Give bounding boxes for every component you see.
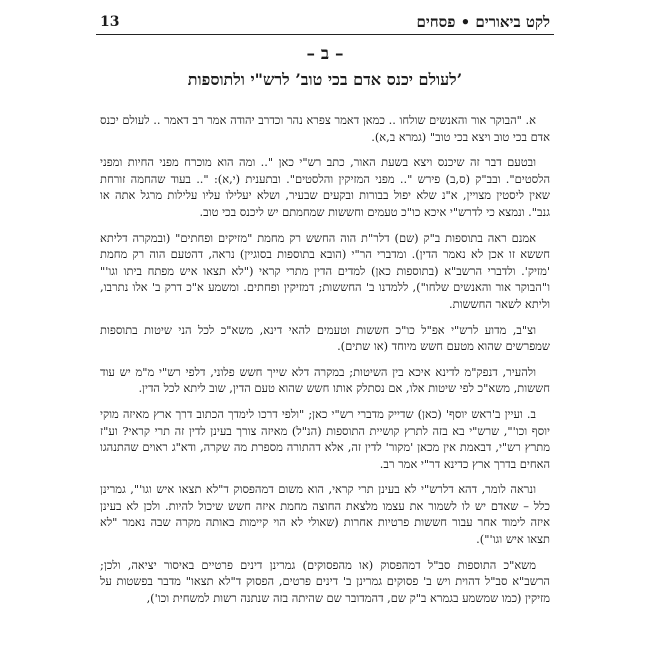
paragraph: א. "הבוקר אור והאנשים שולחו .. כמאן דאמר צפרא נהר וכדרב יהודה אמר רב דאמר .. לעולם יכנס אדם בכי טוב ויצא בכי טוב" (גמרא ב,א).: [100, 113, 550, 144]
paragraph: ובטעם דבר זה שיכנס ויצא בשעת האור, כתב רש"י כאן ".. ומה הוא מוכרח מפני החיות ומפני הלסטים". ובב"ק (ס,ב) פירש ".. מפני המזיקין והלסטים". ובתענית (י,א): ".. בעוד שהחמה זורחת שאין ליסטין מצויין, א"נ שלא יפול בבורות ובקעים שבעיר, ושלא יעלילו עליו עלילות מרגל אתה או גנב". ונמצא כי לדרש"י איכא כו"כ טעמים וחששות שמחמתם יש ליכנס בכי טוב.: [100, 155, 550, 219]
paragraph: ונראה לומר, דהא דלרש"י לא בעינן תרי קראי, הוא משום דמהפסוק ד"לא תצאו איש וגו'", גמרינן כלל – שאדם יש לו לשמור את עצמו מלצאת החוצה מחמת איזה חשש שיכול להיות. ולכן לא בעינן איזה לימוד אחר עבור חששות פרטיות אחרות (שאולי לא הוי קיימות באותה מקרה שבה נאמר "לא תצאו איש וגו'").: [100, 482, 550, 547]
body-text: [100, 112, 550, 615]
paragraph: אמנם ראה בתוספות ב"ק (שם) דלר"ת הוה החשש רק מחמת "מזיקים ופחתים" (ובמקרה דליתא חששא זו אכן לא נאמר הדין). ומדברי הר"י (הובא בתוספות בסוגיין) נראה, דהטעם הוה רק מחמת 'מזיק'. ולדברי הרשב"א (בתוספות כאן) למדים הדין מתרי קראי ("לא תצאו איש מפתח ביתו וגו'" ו"הבוקר אור והאנשים שלחו"), ללמדנו ב' החששות; דמזיקין ופחתים. ומשמע א"כ דרק ב' אלו נתרבו, וליתא לשאר החששות.: [100, 230, 550, 311]
paragraph: וצ"ב, מדוע לרש"י אפ"ל כו"כ חששות וטעמים להאי דינא, משא"כ לכל הני שיטות בתוספות שמפרשים שהוא מטעם חשש מיוחד (או שתים).: [100, 322, 550, 354]
section-marker: – ב –: [306, 44, 344, 64]
page-header: [96, 12, 554, 35]
page-number: 13: [100, 14, 120, 30]
paragraph: ולהעיר, דנפק"מ לדינא איכא בין השיטות; במקרה דלא שייך חשש פלוני, דלפי רש"י מ"מ יש עוד חששות, משא"כ לפי שיטות אלו, אם נסתלק אותו חשש שהוא טעם הדין, שוב ליתא לכל הדין.: [100, 364, 550, 396]
running-title: לקט ביאורים • פסחים: [416, 13, 550, 31]
paragraph: משא"כ התוספות סב"ל דמהפסוק (או מהפסוקים) גמרינן דינים פרטיים באיסור יציאה, ולכן; הרשב"א סב"ל דהוית ויש ב' פסוקים גמרינן ב' דינים פרטים, הפסוק ד"לא תצאו" מדבר בפשטות על מזיקין (כמו שמשמע בגמרא ב"ק שם, דהמדובר שם שהיתה בזה שנתנה רשות למשחית וכו'),: [100, 557, 550, 605]
topic-heading: ’לעולם יכנס אדם בכי טוב’ לרש"י ולתוספות: [187, 70, 463, 89]
paragraph: ב. ועיין ב'ראש יוסף' (כאן) שדייק מדברי רש"י כאן; "ולפי דרכו לימדך הכתוב דרך ארץ מאיזה מוקי יוסף וכו'", שרש"י בא בזה לתרץ קושיית התוספות (הנ"ל) מאיזה צורך בעינן לדין זה תרי קראי? וע"ז מתרץ רש"י, דבאמת אין מכאן 'מקור' לדין זה, אלא דהתורה מספרת מה שקרה, ודא"ג ראוים שהתנהגו האחים בדרך ארץ כדינא דר"י אמר רב.: [100, 406, 550, 471]
